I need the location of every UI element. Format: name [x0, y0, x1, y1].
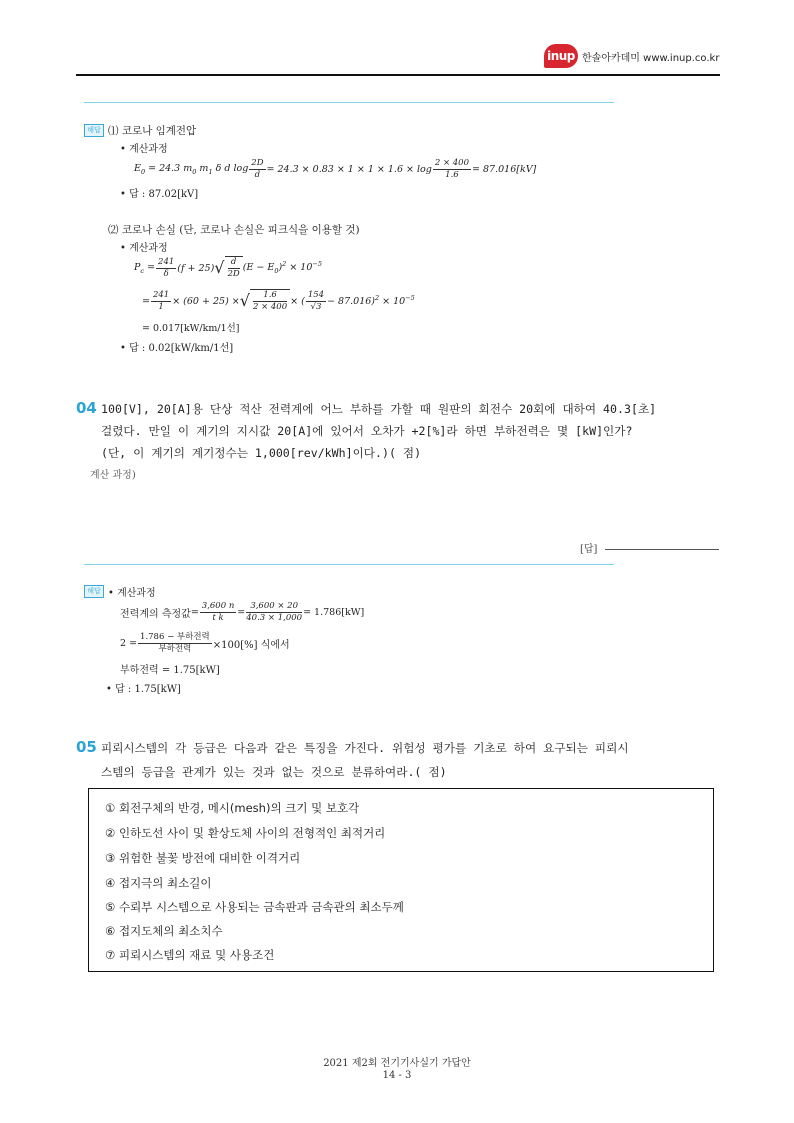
question-number: 04 — [76, 399, 97, 417]
q4-sol-process-label: • 계산과정 — [108, 588, 156, 599]
q3-part1-title: ⑴ 코로나 임계전압 — [108, 125, 197, 137]
footer-title: 2021 제2회 전기기사실기 가답안 — [323, 1058, 471, 1069]
q5-item: ⑥ 접지도체의 최소치수 — [105, 924, 223, 938]
q4-formula-error: 2 = $\frac{\text{1.786 − 부하전력}}{\text{부하전력}}$ ×100[%] 식에서 — [120, 632, 290, 654]
q3-formula-pc: $P_c$ = $\frac{241}{\delta}$ (f + 25) √ $\frac{d}{2D}$ $(E - E_0)^2 \times 10^{-5}$ — [134, 256, 322, 279]
question-number: 05 — [76, 738, 97, 756]
q3-part1-process-label: • 계산과정 — [120, 144, 168, 155]
answer-label: [답] — [580, 544, 598, 555]
q4-sol-answer: • 답 : 1.75[kW] — [106, 684, 181, 695]
answer-icon: 해답 — [84, 585, 104, 598]
header-site-text: 한솔아카데미 www.inup.co.kr — [582, 53, 720, 64]
q5-text-line1: 피뢰시스템의 각 등급은 다음과 같은 특징을 가진다. 위험성 평가를 기초로 하여 요구되는 피뢰시 — [101, 741, 629, 755]
q4-text-line3: (단, 이 계기의 계기정수는 1,000[rev/kWh]이다.)( 점) — [101, 446, 422, 460]
q5-item: ⑤ 수뢰부 시스템으로 사용되는 금속판과 금속관의 최소두께 — [105, 900, 404, 914]
q5-item: ⑦ 피뢰시스템의 재료 및 사용조건 — [105, 948, 275, 962]
q5-item: ② 인하도선 사이 및 환상도체 사이의 전형적인 최적거리 — [105, 826, 386, 840]
q5-item: ① 회전구체의 반경, 메시(mesh)의 크기 및 보호각 — [105, 801, 360, 815]
q5-items-box — [88, 788, 714, 972]
q3-part2-answer: • 답 : 0.02[kW/km/1선] — [120, 343, 234, 354]
q5-item: ③ 위험한 불꽃 방전에 대비한 이격거리 — [105, 851, 301, 865]
q3-formula-e0: $E_0 = 24.3$ $m_0$ $m_1$ δ d log $\frac{2D}{d}$ = 24.3 × 0.83 × 1 × 1 × 1.6 × log $\frac{2 \times 400}{1.6}$ = 87.016[kV] — [134, 158, 537, 180]
q4-sol-measured-label: 전력계의 측정값 — [120, 609, 191, 620]
q4-text-line2: 걸렸다. 만일 이 계기의 지시값 20[A]에 있어서 오차가 +2[%]라 하면 부하전력은 몇 [kW]인가? — [101, 424, 633, 438]
section-divider — [84, 564, 614, 565]
page-number: 14 - 3 — [382, 1070, 412, 1081]
inup-logo: inup — [544, 44, 578, 68]
q3-part2-result: = 0.017[kW/km/1선] — [142, 323, 240, 334]
q3-part1-answer: • 답 : 87.02[kV] — [120, 189, 199, 200]
q3-part2-title: ⑵ 코로나 손실 (단, 코로나 손실은 피크식을 이용할 것) — [108, 224, 360, 236]
q3-part2-process-label: • 계산과정 — [120, 243, 168, 254]
q4-sol-load-power: 부하전력 = 1.75[kW] — [120, 665, 220, 676]
section-divider — [84, 102, 614, 103]
q5-item: ④ 접지극의 최소길이 — [105, 876, 212, 890]
q4-calc-note: 계산 과정) — [90, 470, 136, 481]
q5-text-line2: 스템의 등급을 관계가 있는 것과 없는 것으로 분류하여라.( 점) — [101, 765, 447, 779]
q4-sol-error-suffix: ×100[%] 식에서 — [212, 640, 290, 651]
q3-formula-pc-substituted: = $\frac{241}{1}$ × (60 + 25) × √ $\frac{1.6}{2 \times 400}$ × ( $\frac{154}{√3}$ − $87.016)^2 \times 10^{-5}$ — [142, 289, 415, 312]
header-divider — [76, 74, 720, 76]
q4-formula-measured: 전력계의 측정값 = $\frac{3,600 n}{\text{t k}}$ = $\frac{3,600 \times 20}{40.3 \times 1,000}$ = 1.786[kW] — [120, 601, 365, 623]
answer-blank-line[interactable] — [605, 549, 719, 550]
answer-icon: 해답 — [84, 124, 104, 137]
q4-text-line1: 100[V], 20[A]용 단상 적산 전력계에 어느 부하를 가할 때 원판의 회전수 20회에 대하여 40.3[초] — [101, 402, 657, 416]
